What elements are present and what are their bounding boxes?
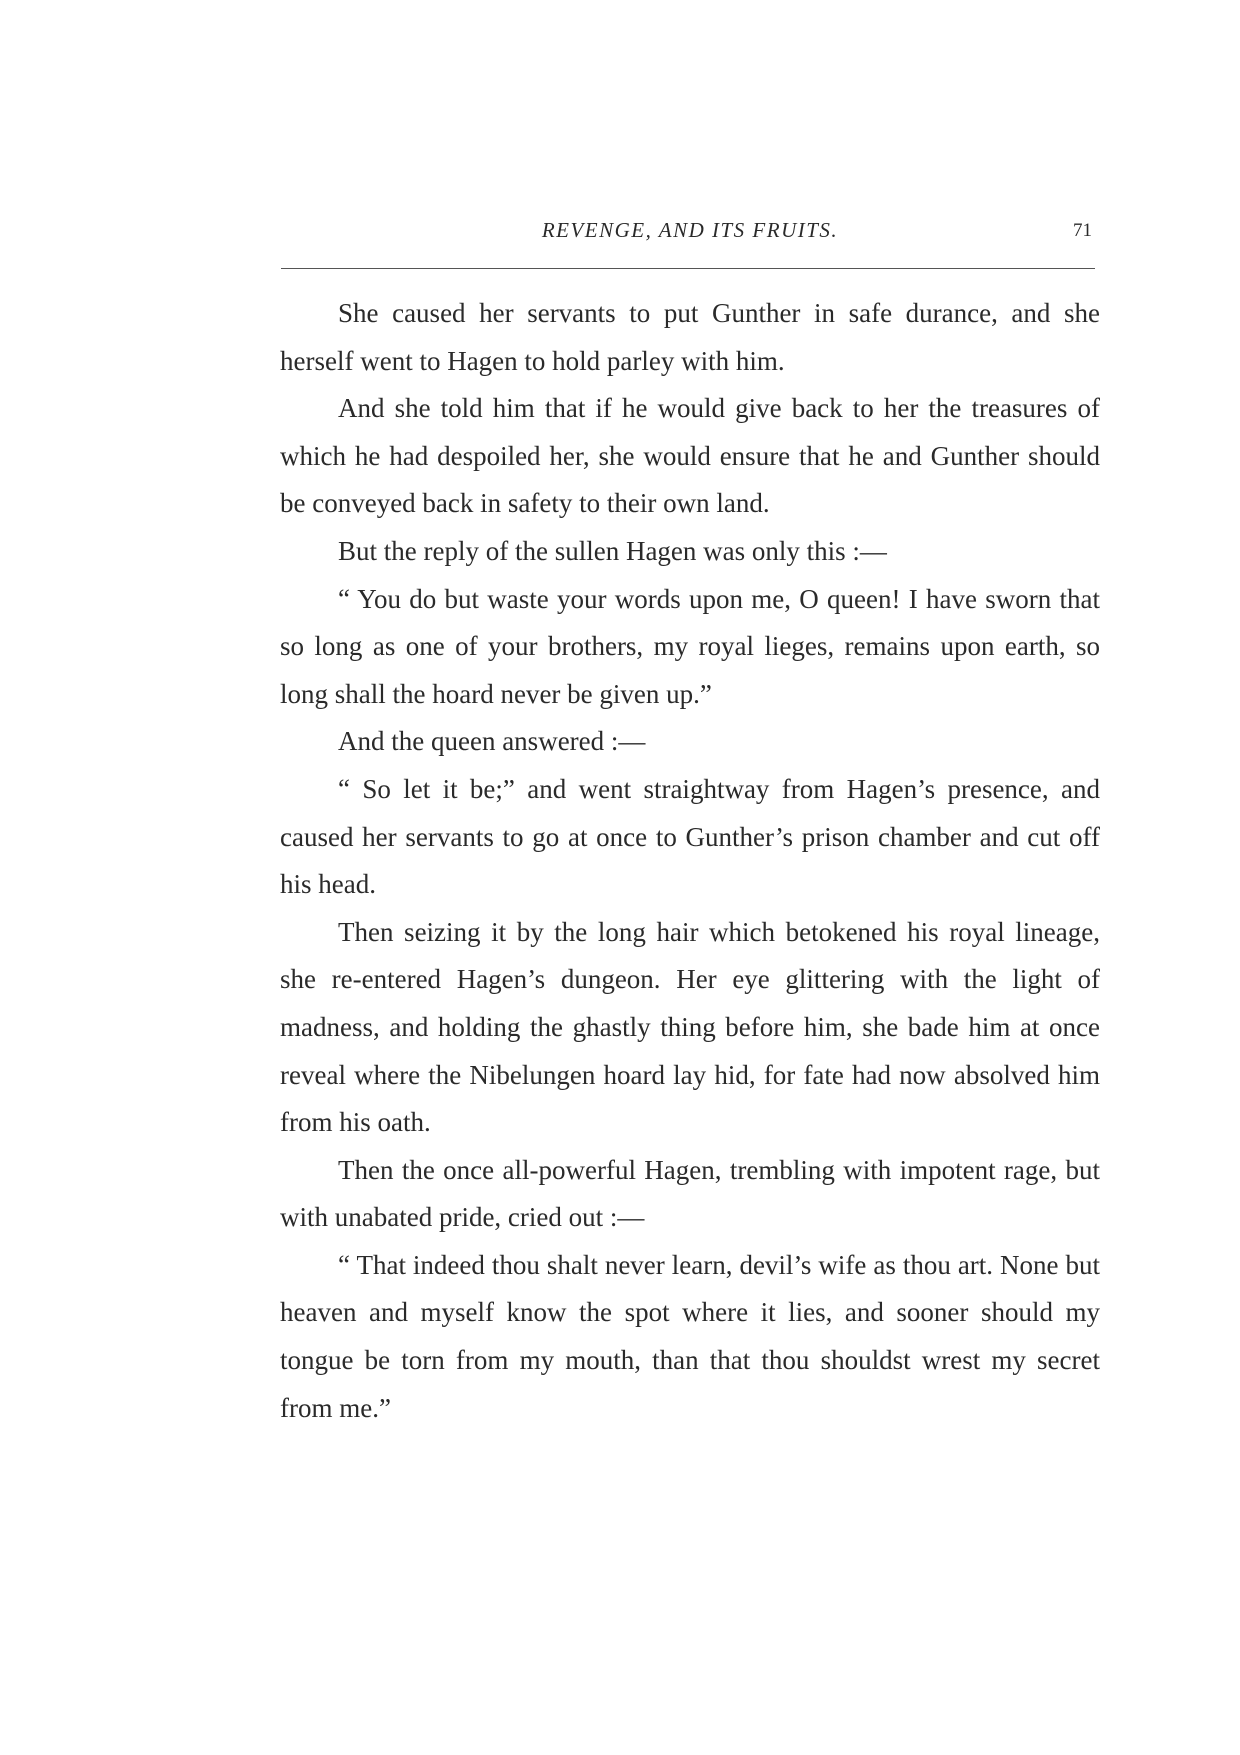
- paragraph: “ You do but waste your words upon me, O queen! I have sworn that so long as one of your brothers, my royal lieges, remains upon earth, so long shall the hoard never be given up.”: [280, 583, 1100, 709]
- header-rule: [281, 268, 1095, 269]
- paragraph: And she told him that if he would give back to her the treasures of which he had despoiled her, she would ensure that he and Gunther should be conveyed back in safety to their own land.: [280, 393, 1100, 519]
- paragraph: And the queen answered :—: [338, 726, 646, 757]
- paragraph: But the reply of the sullen Hagen was only this :—: [338, 535, 887, 566]
- running-title: REVENGE, AND ITS FRUITS.: [541, 218, 839, 242]
- paragraph: She caused her servants to put Gunther in safe durance, and she herself went to Hagen to hold parley with him.: [280, 298, 1100, 376]
- paragraph: Then seizing it by the long hair which betokened his royal lineage, she re-entered Hagen’s dungeon. Her eye glittering with the light of madness, and holding the ghastly thing before him, she bade him at once reveal where the Nibelungen hoard lay hid, for fate had now absolved him from his oath.: [280, 916, 1100, 1138]
- page-number: 71: [1073, 220, 1092, 241]
- body-text: [280, 290, 1100, 1432]
- paragraph: Then the once all-powerful Hagen, trembling with impotent rage, but with unabated pride, cried out :—: [280, 1154, 1100, 1233]
- running-head: [280, 218, 1100, 248]
- paragraph: “ That indeed thou shalt never learn, devil’s wife as thou art. None but heaven and myself know the spot where it lies, and sooner should my tongue be torn from my mouth, than that thou shouldst wrest my secret from me.”: [280, 1249, 1100, 1423]
- paragraph: “ So let it be;” and went straightway from Hagen’s presence, and caused her servants to go at once to Gunther’s prison chamber and cut off his head.: [280, 773, 1100, 900]
